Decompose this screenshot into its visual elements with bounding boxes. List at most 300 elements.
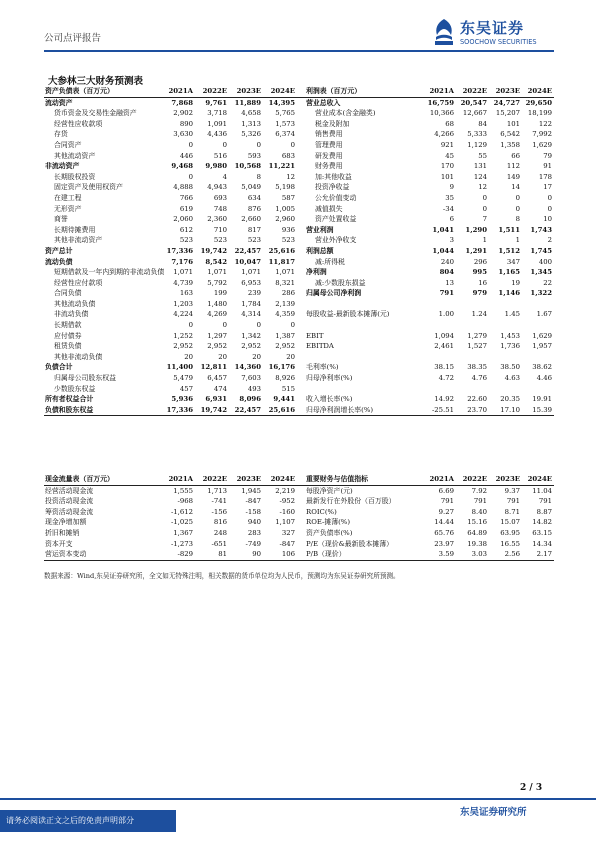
row-value: 6,374 — [275, 130, 295, 139]
row-value: 1,555 — [173, 486, 193, 495]
row-value: 1,071 — [207, 268, 227, 277]
report-type-label: 公司点评报告 — [44, 33, 102, 44]
row-label: 营业总收入 — [306, 98, 341, 107]
row-value: 248 — [213, 528, 227, 537]
year-header: 2023E — [229, 86, 263, 97]
row-label: 其他非流动资产 — [54, 236, 103, 245]
column-spacer — [297, 288, 305, 299]
row-value: -651 — [211, 539, 227, 548]
row-value: 16,176 — [268, 363, 295, 372]
row-value: 4,739 — [173, 278, 193, 287]
column-spacer — [297, 86, 305, 97]
row-value: 91 — [543, 162, 552, 171]
row-label — [305, 384, 424, 395]
row-value: 8.40 — [471, 507, 487, 516]
row-value: 8,542 — [205, 257, 227, 266]
row-value: 1,094 — [434, 331, 454, 340]
row-value: 38.62 — [532, 363, 552, 372]
row-value: 22,457 — [229, 405, 263, 416]
row-value: 979 — [472, 289, 487, 298]
row-value: 13 — [445, 278, 454, 287]
row-value: 170 — [440, 162, 454, 171]
row-value: 1,745 — [530, 246, 552, 255]
header-divider — [44, 50, 554, 52]
row-value: 791 — [439, 289, 454, 298]
row-label: 固定资产及使用权资产 — [54, 183, 123, 192]
row-label: 收入增长率(%) — [306, 395, 353, 404]
row-value: 0 — [256, 321, 261, 330]
row-value: 55 — [478, 151, 487, 160]
row-label: 负债合计 — [45, 363, 73, 372]
year-header: 2023E — [489, 474, 522, 485]
table-row — [44, 246, 554, 257]
row-label — [305, 352, 424, 363]
row-value: 4.76 — [471, 374, 487, 383]
row-value: 4,266 — [434, 130, 454, 139]
row-value: -25.51 — [424, 405, 456, 416]
row-value: 9,980 — [205, 162, 227, 171]
row-value: 791 — [440, 497, 454, 506]
row-value: 523 — [179, 236, 193, 245]
row-value: 14,395 — [268, 98, 295, 107]
row-label: 营业利润 — [306, 225, 334, 234]
row-label: 流动资产 — [45, 98, 73, 107]
row-value: 20,547 — [460, 98, 487, 107]
row-value: 1,512 — [498, 246, 520, 255]
row-label: 合同负债 — [54, 289, 82, 298]
row-value: 1,342 — [241, 331, 261, 340]
row-value: 593 — [247, 151, 261, 160]
column-spacer — [297, 214, 305, 225]
row-value: 7,176 — [171, 257, 193, 266]
row-value: 15.07 — [500, 518, 520, 527]
row-value: 791 — [473, 497, 487, 506]
row-label: 负债和股东权益 — [44, 405, 164, 416]
year-header: 2022E — [195, 474, 229, 485]
row-label: 筹资活动现金流 — [45, 507, 94, 516]
row-value: 19 — [511, 278, 520, 287]
row-value: 8 — [515, 215, 520, 224]
year-header: 2024E — [522, 474, 554, 485]
row-value: 45 — [445, 151, 454, 160]
row-value: 4 — [222, 172, 227, 181]
row-label: 非流动负债 — [54, 310, 89, 319]
row-value: 1,743 — [530, 225, 552, 234]
row-value: 921 — [440, 140, 454, 149]
row-value: 11.04 — [532, 486, 552, 495]
row-value: -1,273 — [170, 539, 193, 548]
row-label: 经营活动现金流 — [45, 486, 94, 495]
row-value: 38.35 — [467, 363, 487, 372]
row-label: P/E（现价&最新股本摊薄） — [306, 539, 394, 548]
row-value: -847 — [279, 539, 295, 548]
table-header-row — [44, 86, 554, 97]
row-value: -158 — [245, 507, 261, 516]
row-label: EBIT — [306, 331, 324, 340]
row-value: 1,358 — [500, 140, 520, 149]
row-value: 6 — [449, 215, 454, 224]
column-spacer — [297, 352, 305, 363]
table-row — [44, 352, 554, 363]
row-value: 2,360 — [207, 215, 227, 224]
row-value — [456, 299, 489, 310]
table-row — [44, 172, 554, 183]
row-value: 17,336 — [164, 405, 195, 416]
column-spacer — [297, 204, 305, 215]
row-label: 归母净利率(%) — [306, 374, 353, 383]
table-row — [44, 119, 554, 130]
row-value: 1,129 — [467, 140, 487, 149]
row-label: 所有者权益合计 — [45, 395, 94, 404]
column-spacer — [297, 278, 305, 289]
row-value: 634 — [247, 193, 261, 202]
row-value: 11,817 — [268, 257, 295, 266]
year-header: 2023E — [489, 86, 522, 97]
row-value: -1,612 — [170, 507, 193, 516]
column-spacer — [297, 129, 305, 140]
row-value: 2,952 — [275, 342, 295, 351]
row-value: 3,718 — [207, 109, 227, 118]
table-row — [44, 320, 554, 331]
row-value: 0 — [547, 204, 552, 213]
row-value: 2,952 — [173, 342, 193, 351]
row-value: 0 — [482, 204, 487, 213]
row-label: 长期股权投资 — [54, 172, 96, 181]
row-value: 4,436 — [207, 130, 227, 139]
row-label: 营业成本(含金融类) — [315, 109, 376, 118]
row-value: 1,091 — [207, 119, 227, 128]
row-value: 3.03 — [456, 549, 489, 560]
table-row — [44, 235, 554, 246]
row-value: 178 — [538, 172, 552, 181]
row-value: 9,761 — [205, 98, 227, 107]
row-value: 0 — [222, 321, 227, 330]
row-value: 1,165 — [498, 268, 520, 277]
column-spacer — [297, 549, 305, 560]
row-value: -741 — [211, 497, 227, 506]
row-value: 9,468 — [171, 162, 193, 171]
column-spacer — [297, 140, 305, 151]
row-value: 5,326 — [241, 130, 261, 139]
row-value — [522, 320, 554, 331]
row-value: 1,071 — [173, 268, 193, 277]
row-value: 5,333 — [467, 130, 487, 139]
row-value: 4.46 — [536, 374, 552, 383]
row-value: 10,047 — [234, 257, 261, 266]
row-value: 876 — [247, 204, 261, 213]
row-label — [305, 320, 424, 331]
row-value: 1,290 — [465, 225, 487, 234]
row-label: 流动负债 — [45, 257, 73, 266]
row-value: 1.67 — [536, 310, 552, 319]
row-value: 1,071 — [275, 268, 295, 277]
row-value: 1,957 — [532, 342, 552, 351]
row-value: 106 — [263, 549, 297, 560]
row-label: 研发费用 — [315, 151, 343, 160]
table-row — [44, 405, 554, 416]
table-row — [44, 485, 554, 496]
row-value: 5,198 — [275, 183, 295, 192]
row-value: 7,992 — [532, 130, 552, 139]
row-value: 327 — [281, 528, 295, 537]
row-label: 毛利率(%) — [306, 363, 339, 372]
row-value: 11,400 — [166, 363, 193, 372]
column-spacer — [297, 182, 305, 193]
row-value: 6,931 — [205, 395, 227, 404]
row-value: 20 — [286, 352, 295, 361]
row-value: 14.34 — [532, 539, 552, 548]
left-table-header: 资产负债表（百万元） — [44, 86, 164, 97]
row-value: 131 — [473, 162, 487, 171]
year-header: 2024E — [522, 86, 554, 97]
column-spacer — [297, 193, 305, 204]
table-row — [44, 140, 554, 151]
row-label: 税金及附加 — [315, 119, 350, 128]
row-value: 1,203 — [173, 299, 193, 308]
row-value: 0 — [188, 172, 193, 181]
table-row — [44, 394, 554, 405]
row-value: 0 — [515, 193, 520, 202]
row-value: -34 — [442, 204, 454, 213]
row-value: 8 — [256, 172, 261, 181]
row-label: 其他流动资产 — [54, 151, 96, 160]
row-value — [489, 352, 522, 363]
row-value: 15,207 — [495, 109, 520, 118]
row-value: 38.50 — [500, 363, 520, 372]
row-label: 每股净资产(元) — [306, 486, 353, 495]
row-value: 493 — [247, 384, 261, 393]
row-value: 286 — [281, 289, 295, 298]
row-value: 2.17 — [522, 549, 554, 560]
row-label: 归母净利润增长率(%) — [305, 405, 424, 416]
right-table-header: 利润表（百万元） — [305, 86, 424, 97]
column-spacer — [297, 474, 305, 485]
row-value: 10 — [543, 215, 552, 224]
row-value: 6,953 — [241, 278, 261, 287]
row-value: 1,041 — [432, 225, 454, 234]
row-value: 63.95 — [500, 528, 520, 537]
row-label: 投资净收益 — [315, 183, 350, 192]
row-value: 1,322 — [530, 289, 552, 298]
row-value: 16 — [478, 278, 487, 287]
column-spacer — [297, 341, 305, 352]
row-label: 租赁负债 — [54, 342, 82, 351]
row-value: 7,603 — [241, 374, 261, 383]
row-value: 163 — [179, 289, 193, 298]
column-spacer — [297, 299, 305, 310]
year-header: 2022E — [195, 86, 229, 97]
row-value — [424, 352, 456, 363]
brand-name: 东吴证券 — [460, 19, 525, 37]
row-value: 1 — [515, 236, 520, 245]
row-value: 2,660 — [241, 215, 261, 224]
table-row — [44, 539, 554, 550]
year-header: 2021A — [424, 86, 456, 97]
balance-income-table — [44, 86, 554, 416]
column-spacer — [297, 384, 305, 395]
column-spacer — [297, 496, 305, 507]
row-value: 20 — [218, 352, 227, 361]
row-value: 523 — [281, 236, 295, 245]
cashflow-ratio-table — [44, 474, 554, 561]
row-value: -749 — [245, 539, 261, 548]
row-label: 现金净增加额 — [45, 518, 87, 527]
row-value: 4.72 — [438, 374, 454, 383]
row-value: 84 — [478, 119, 487, 128]
row-value: 149 — [506, 172, 520, 181]
row-value: 17,336 — [166, 246, 193, 255]
row-value: 6.69 — [438, 486, 454, 495]
row-value: 791 — [506, 497, 520, 506]
row-label: 财务费用 — [315, 162, 343, 171]
row-value: 3,630 — [173, 130, 193, 139]
table-row — [44, 384, 554, 395]
row-value: 1,387 — [275, 331, 295, 340]
row-label: 经营性应收款项 — [54, 119, 103, 128]
row-value: 22.60 — [467, 395, 487, 404]
row-value: 1 — [482, 236, 487, 245]
row-value: 816 — [213, 518, 227, 527]
table-row — [44, 204, 554, 215]
row-value: 0 — [222, 140, 227, 149]
row-value: 2,952 — [207, 342, 227, 351]
row-value: 7.92 — [471, 486, 487, 495]
row-value: 1,480 — [207, 299, 227, 308]
column-spacer — [297, 331, 305, 342]
column-spacer — [297, 507, 305, 518]
row-value: 2,902 — [173, 109, 193, 118]
row-value: 1,527 — [467, 342, 487, 351]
row-value — [456, 352, 489, 363]
row-label: 短期借款及一年内到期的非流动负债 — [54, 268, 164, 277]
table-row — [44, 331, 554, 342]
row-value: 12,667 — [462, 109, 487, 118]
row-value: 10,366 — [429, 109, 454, 118]
row-label: 每股收益-最新股本摊薄(元) — [306, 310, 390, 319]
row-value: 29,650 — [525, 98, 552, 107]
row-label: 存货 — [54, 130, 68, 139]
row-label: EBITDA — [306, 342, 334, 351]
row-value: 587 — [281, 193, 295, 202]
row-value: 3.59 — [424, 549, 456, 560]
row-value: 1,107 — [275, 518, 295, 527]
row-value: 240 — [440, 257, 454, 266]
row-value: 65.76 — [434, 528, 454, 537]
row-value — [522, 352, 554, 363]
row-value: -156 — [211, 507, 227, 516]
row-value: 523 — [247, 236, 261, 245]
row-label: 在建工程 — [54, 193, 82, 202]
row-value: 2 — [547, 236, 552, 245]
row-value: 612 — [179, 225, 193, 234]
data-source-note: 数据来源：Wind,东吴证券研究所，全文如无特殊注明，相关数据的货币单位均为人民币，预测均为东吴证券研究所预测。 — [44, 572, 400, 580]
row-value — [424, 384, 456, 395]
row-value: 8,321 — [275, 278, 295, 287]
row-value: 9.27 — [438, 507, 454, 516]
row-label: 加:其他收益 — [315, 172, 352, 181]
left-table-header: 现金流量表（百万元） — [44, 474, 164, 485]
table-row — [44, 288, 554, 299]
row-label: 长期借款 — [54, 321, 82, 330]
row-value: 1,736 — [500, 342, 520, 351]
row-value: 20.35 — [500, 395, 520, 404]
row-value: 940 — [247, 518, 261, 527]
table-row — [44, 267, 554, 278]
row-value: -847 — [245, 497, 261, 506]
row-value: 15.39 — [522, 405, 554, 416]
row-value: 1,511 — [498, 225, 520, 234]
row-value: 199 — [213, 289, 227, 298]
row-value: 79 — [543, 151, 552, 160]
row-value: 0 — [188, 321, 193, 330]
row-value: 16,759 — [427, 98, 454, 107]
row-value: 2,219 — [275, 486, 295, 495]
row-value — [456, 320, 489, 331]
column-spacer — [297, 309, 305, 320]
row-value: 995 — [472, 268, 487, 277]
row-value: 12 — [478, 183, 487, 192]
row-value: 9 — [449, 183, 454, 192]
row-value: 18,199 — [527, 109, 552, 118]
row-value — [424, 299, 456, 310]
row-value: 766 — [179, 193, 193, 202]
table-row — [44, 362, 554, 373]
table-row — [44, 257, 554, 268]
row-value: 1,784 — [241, 299, 261, 308]
row-value: 516 — [213, 151, 227, 160]
row-value: 1,945 — [241, 486, 261, 495]
row-value: 15.16 — [467, 518, 487, 527]
row-value: -829 — [164, 549, 195, 560]
row-label: 资本开支 — [45, 539, 73, 548]
row-value: 8.71 — [504, 507, 520, 516]
row-value: 239 — [247, 289, 261, 298]
row-value: 5,049 — [241, 183, 261, 192]
row-value: 0 — [290, 321, 295, 330]
row-value: 1,252 — [173, 331, 193, 340]
row-value: 14.82 — [532, 518, 552, 527]
row-value: 16.55 — [500, 539, 520, 548]
row-value: 400 — [538, 257, 552, 266]
row-value: 90 — [229, 549, 263, 560]
column-spacer — [297, 373, 305, 384]
row-value: 1,279 — [467, 331, 487, 340]
row-value — [522, 384, 554, 395]
row-value: 23.70 — [456, 405, 489, 416]
row-value: 68 — [445, 119, 454, 128]
table-row — [44, 129, 554, 140]
row-value: 4,943 — [207, 183, 227, 192]
row-value: 35 — [445, 193, 454, 202]
row-value: 38.15 — [434, 363, 454, 372]
column-spacer — [297, 257, 305, 268]
table-row — [44, 507, 554, 518]
row-label: 净利润 — [306, 268, 327, 277]
row-label: ROE-摊薄(%) — [306, 518, 351, 527]
row-value: 19.91 — [532, 395, 552, 404]
row-value: 20 — [184, 352, 193, 361]
row-value: 6,542 — [500, 130, 520, 139]
row-value — [489, 384, 522, 395]
table-row — [44, 193, 554, 204]
row-value: 11,221 — [268, 162, 295, 171]
row-label: 资产处置收益 — [315, 215, 357, 224]
row-value: 24,727 — [493, 98, 520, 107]
row-value: 25,616 — [263, 405, 297, 416]
row-value: 10,568 — [234, 162, 261, 171]
row-label: 减:所得税 — [315, 257, 345, 266]
row-value: 20 — [252, 352, 261, 361]
